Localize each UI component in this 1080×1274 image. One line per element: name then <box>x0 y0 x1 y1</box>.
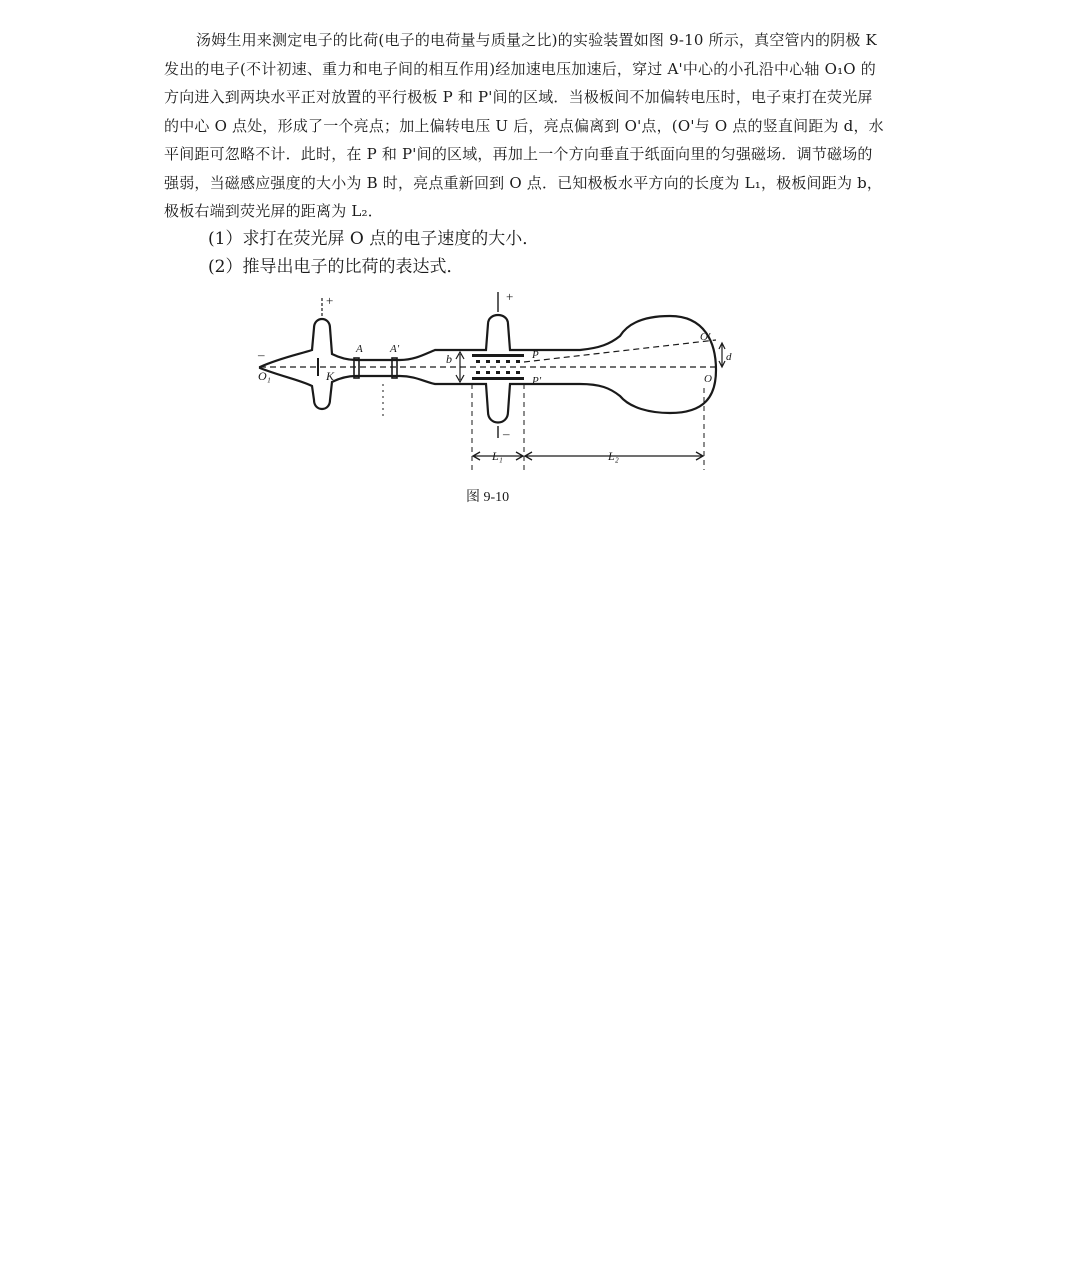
label-o: O <box>704 373 712 385</box>
label-o1: O₁ <box>258 369 271 383</box>
label-p-prime: P' <box>532 375 542 387</box>
label-l1: L₁ <box>492 449 503 463</box>
label-p: P <box>532 349 539 361</box>
question-1: (1）求打在荧光屏 O 点的电子速度的大小． <box>208 229 540 249</box>
question-2: (2）推导出电子的比荷的表达式． <box>208 257 464 277</box>
statement-line-2: 发出的电子(不计初速、重力和电子间的相互作用)经加速电压加速后，穿过 A'中心的小孔沿中心轴 O₁O 的 <box>164 59 876 78</box>
thomson-tube-diagram <box>250 288 730 478</box>
statement-line-3: 方向进入到两块水平正对放置的平行极板 P 和 P'间的区域．当极板间不加偏转电压时，电子束打在荧光屏 <box>164 88 873 106</box>
figure-caption: 图 9-10 <box>466 490 510 505</box>
label-a-prime: A' <box>390 343 400 355</box>
plate-p-prime <box>472 377 524 380</box>
label-k: K <box>326 369 335 383</box>
label-o-prime: O' <box>700 331 711 343</box>
label-d: d <box>726 351 732 363</box>
statement-line-4: 的中心 O 点处，形成了一个亮点；加上偏转电压 U 后，亮点偏离到 O'点，(O'与 O 点的竖直间距为 d，水 <box>164 116 884 135</box>
problem-statement <box>164 26 916 226</box>
statement-line-6: 强弱，当磁感应强度的大小为 B 时，亮点重新回到 O 点．已知极板水平方向的长度为 L₁，极板间距为 b， <box>164 173 883 192</box>
label-plus-left: + <box>326 293 334 308</box>
statement-line-7: 极板右端到荧光屏的距离为 L₂． <box>164 202 383 220</box>
label-minus-left: – <box>258 347 265 362</box>
statement-line-1: 汤姆生用来测定电子的比荷(电子的电荷量与质量之比)的实验装置如图 9-10 所示，真空管内的阴极 K <box>196 31 877 49</box>
label-a: A <box>356 343 363 355</box>
label-minus-bottom: – <box>503 426 510 441</box>
label-l2: L₂ <box>608 449 619 463</box>
statement-line-5: 平间距可忽略不计．此时，在 P 和 P'间的区域，再加上一个方向垂直于纸面向里的匀强磁场．调节磁场的 <box>164 145 873 163</box>
label-b: b <box>446 352 452 366</box>
label-plus-right: + <box>506 289 514 304</box>
plate-p <box>472 354 524 357</box>
